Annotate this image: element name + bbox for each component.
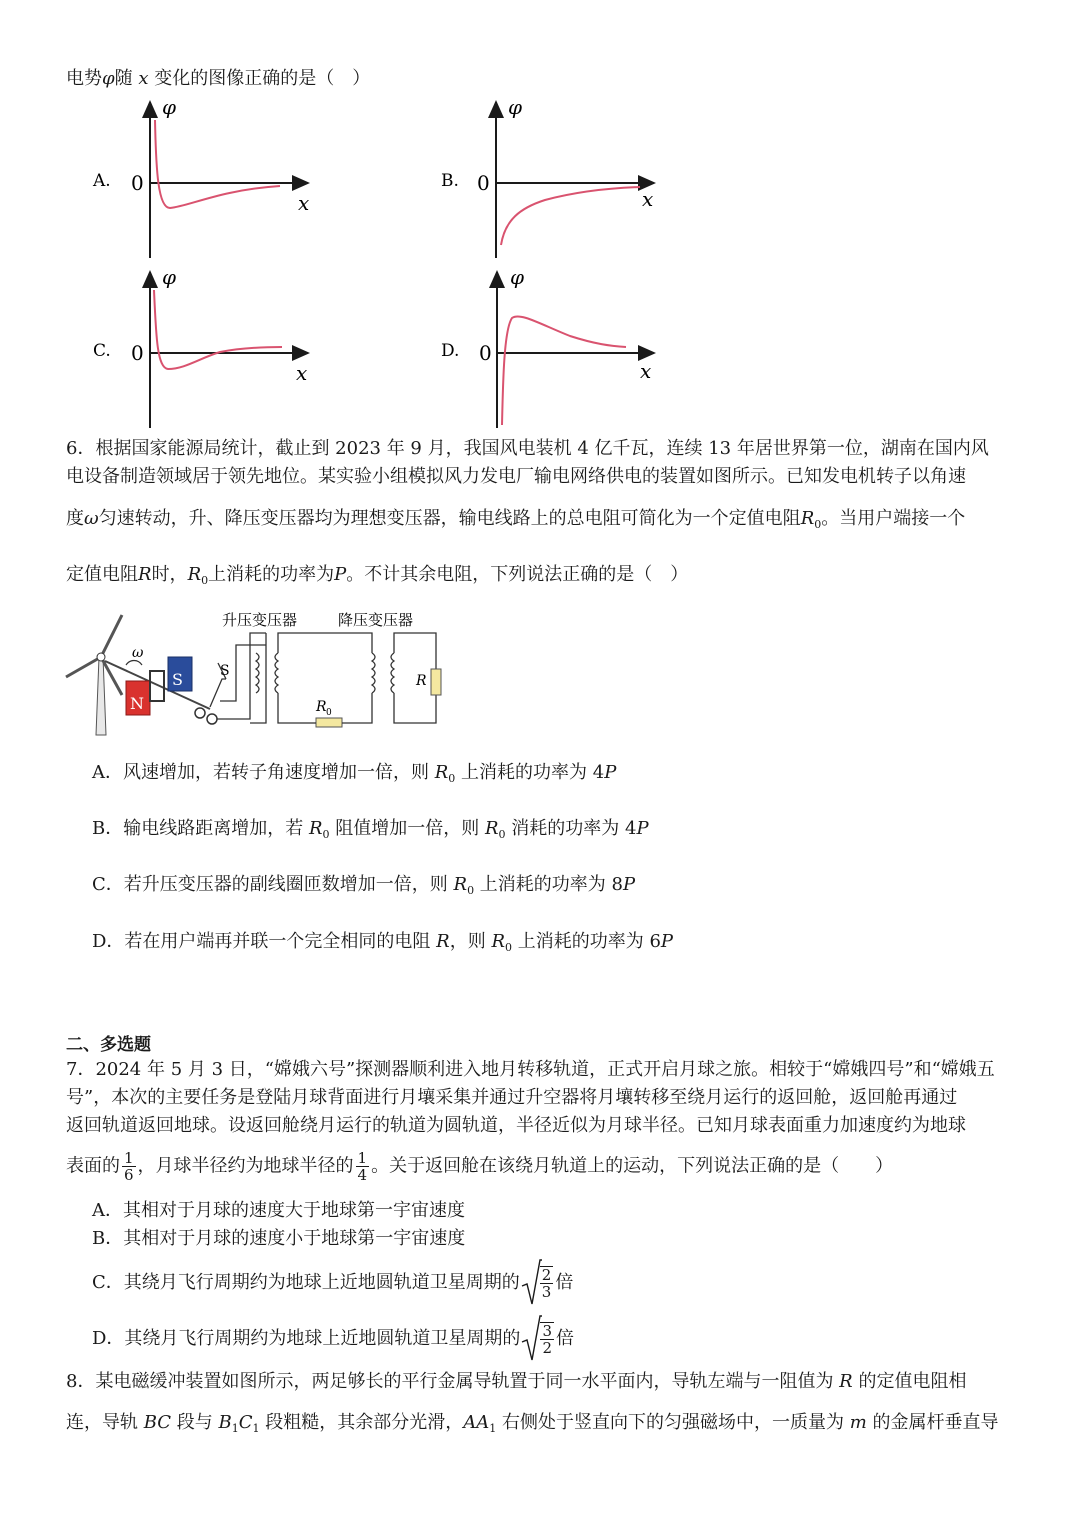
magnet-n-icon [126, 681, 150, 715]
step-up-primary-coil-icon [256, 653, 259, 693]
q7-opt-d-pre: D．其绕月飞行周期约为地球上近地圆轨道卫星周期的 [92, 1328, 521, 1349]
graph-d-curve [502, 316, 626, 425]
graph-a-curve [155, 120, 280, 208]
graph-c-x-label: x [296, 361, 308, 385]
section-heading: 二、多选题 [66, 1035, 151, 1055]
q8-aa: AA [463, 1412, 490, 1433]
q6-opt-d-post: 上消耗的功率为 6 [512, 931, 661, 952]
q7-line4 [66, 1150, 893, 1183]
q5-stem-phi: φ [102, 68, 115, 89]
q6-opt-d-pre: D．若在用户端再并联一个完全相同的电阻 [92, 931, 437, 952]
q8-line1-pre: 8．某电磁缓冲装置如图所示，两足够长的平行金属导轨置于同一水平面内，导轨左端与一阻值为 [66, 1371, 840, 1392]
q6-line3-r: R [800, 508, 815, 529]
q6-opt-d-rr: R [436, 931, 450, 952]
q7-fraction-1 [122, 1150, 136, 1183]
q6-opt-d-r: R [491, 931, 506, 952]
q6-option-b [92, 818, 649, 846]
q7-opt-c-sqrt [520, 1258, 556, 1308]
diagram-r0-sub: 0 [326, 708, 332, 718]
graph-a-label: A. [93, 171, 111, 191]
step-up-secondary-coil-icon [275, 653, 278, 693]
q6-line4-r0-sub: 0 [201, 574, 209, 587]
step-down-label: 降压变压器 [338, 611, 414, 629]
q6-line4-r: R [138, 564, 152, 585]
q6-opt-c-r: R [453, 874, 468, 895]
q8-line2-mid2: 段粗糙，其余部分光滑， [259, 1412, 464, 1433]
q6-line3-r-sub: 0 [814, 518, 822, 531]
q7-opt-d-post: 倍 [555, 1328, 574, 1349]
slip-ring-2-icon [207, 714, 217, 724]
q6-line4-post: 。不计其余电阻，下列说法正确的是（ ） [346, 564, 689, 585]
q6-opt-a-p: P [604, 762, 617, 783]
graph-a-y-label: φ [162, 95, 177, 119]
q7-line4-pre: 表面的 [66, 1155, 120, 1177]
graph-b-x-label: x [642, 187, 654, 211]
q6-opt-b-post: 阻值增加一倍，则 [329, 818, 485, 839]
q6-line4 [66, 564, 688, 592]
q8-b: B [218, 1412, 232, 1433]
q5-stem [66, 68, 370, 90]
q6-opt-b-sub2: 0 [498, 828, 506, 841]
graph-b-origin: 0 [477, 171, 490, 195]
q7-line4-mid: ，月球半径约为地球半径的 [137, 1155, 354, 1177]
graph-b-label: B. [441, 171, 459, 191]
q6-opt-b-post2: 消耗的功率为 4 [505, 818, 637, 839]
q8-line1-r: R [839, 1371, 853, 1392]
graph-a-origin: 0 [131, 171, 144, 195]
q5-stem-x: x [138, 68, 149, 89]
graph-c-y-label: φ [162, 265, 177, 289]
q5-stem-mid: 随 [114, 68, 133, 89]
q8-b1: 1 [231, 1422, 239, 1435]
q7-frac1-den: 6 [124, 1166, 134, 1184]
graph-b-y-label: φ [508, 95, 523, 119]
q7-line1: 7．2024 年 5 月 3 日，“嫦娥六号”探测器顺利进入地月转移轨道，正式开启月球之旅。相较于“嫦娥四号”和“嫦娥五 [66, 1059, 995, 1080]
q6-line4-r0: R [187, 564, 202, 585]
q6-option-d [92, 931, 673, 959]
q6-opt-d-mid: ，则 [449, 931, 492, 952]
q6-opt-b-r2: R [484, 818, 499, 839]
q6-opt-d-p: P [660, 931, 674, 952]
q8-a1: 1 [489, 1422, 497, 1435]
q5-stem-pre: 电势 [66, 68, 102, 89]
q6-opt-c-p: P [622, 874, 636, 895]
r-load-resistor-icon [431, 669, 441, 695]
q6-opt-b-r: R [308, 818, 323, 839]
q6-circuit-diagram [60, 605, 460, 745]
q6-opt-a-r: R [434, 762, 449, 783]
magnet-s-icon [168, 657, 192, 691]
q7-fraction-2 [356, 1150, 370, 1183]
q6-option-a [92, 762, 616, 790]
q8-line2-pre: 连，导轨 [66, 1412, 144, 1433]
graph-d [441, 265, 654, 428]
q6-line2: 电设备制造领域居于领先地位。某实验小组模拟风力发电厂输电网络供电的装置如图所示。已知发电机转子以角速 [66, 466, 966, 487]
q7-line2: 号”，本次的主要任务是登陆月球背面进行月壤采集并通过升空器将月壤转移至绕月运行的返回舱，返回舱再通过 [66, 1087, 958, 1108]
q7-opt-d-num: 3 [542, 1322, 552, 1340]
graph-b-curve [501, 187, 640, 245]
rotation-arrow-icon [126, 661, 142, 666]
q7-opt-c-num: 2 [541, 1266, 552, 1284]
q6-opt-c-pre: C．若升压变压器的副线圈匝数增加一倍，则 [92, 874, 454, 895]
step-up-label: 升压变压器 [222, 611, 298, 629]
graph-c [93, 265, 308, 428]
q7-opt-c-pre: C．其绕月飞行周期约为地球上近地圆轨道卫星周期的 [92, 1272, 520, 1293]
q6-line4-pre: 定值电阻 [66, 564, 138, 585]
q8-line2-mid: 段与 [171, 1412, 219, 1433]
q6-opt-c-sub: 0 [467, 884, 475, 897]
q6-opt-d-sub: 0 [505, 941, 513, 954]
q8-c: C [238, 1412, 253, 1433]
diagram-omega: ω [132, 645, 144, 661]
step-down-secondary-coil-icon [391, 653, 394, 693]
magnet-n-label: N [130, 694, 144, 713]
q6-line3 [66, 508, 965, 536]
sqrt-sign-icon [520, 1258, 542, 1308]
q7-opt-d-sqrt [520, 1314, 556, 1364]
q6-line4-p: P [334, 564, 347, 585]
q5-stem-post: 变化的图像正确的是（ ） [154, 68, 371, 89]
q6-opt-a-pre: A．风速增加，若转子角速度增加一倍，则 [92, 762, 435, 783]
q6-opt-b-pre: B．输电线路距离增加，若 [92, 818, 309, 839]
step-down-primary-coil-icon [372, 653, 375, 693]
q6-option-c [92, 874, 635, 902]
graph-d-origin: 0 [479, 341, 492, 365]
q6-line4-mid: 时， [151, 564, 188, 585]
q7-frac2-num: 1 [357, 1149, 368, 1167]
q8-line2 [66, 1412, 999, 1440]
diagram-switch: S [220, 663, 230, 679]
q6-opt-b-sub: 0 [322, 828, 330, 841]
graph-b [441, 95, 654, 258]
q7-frac2-den: 4 [357, 1166, 368, 1184]
q6-line1: 6．根据国家能源局统计，截止到 2023 年 9 月，我国风电装机 4 亿千瓦，连续 13 年居世界第一位，湖南在国内风 [66, 438, 989, 459]
q6-opt-b-p: P [636, 818, 649, 839]
magnet-s-label: S [172, 670, 183, 689]
q7-opt-c-post: 倍 [555, 1272, 574, 1293]
q7-option-c [92, 1258, 573, 1308]
graph-a [92, 95, 309, 258]
graph-d-y-label: φ [510, 265, 525, 289]
q5-graphs [0, 90, 1080, 430]
graph-c-curve [154, 290, 282, 369]
q7-opt-c-den: 3 [541, 1283, 552, 1301]
q8-line2-post: 的金属杆垂直导 [866, 1412, 999, 1433]
q6-opt-a-sub: 0 [448, 772, 456, 785]
q8-line1-post: 的定值电阻相 [852, 1371, 967, 1392]
sqrt-sign-icon [520, 1314, 542, 1364]
q8-line1 [66, 1371, 966, 1393]
q7-line4-post: 。关于返回舱在该绕月轨道上的运动，下列说法正确的是（ ） [371, 1155, 894, 1177]
q6-opt-a-post: 上消耗的功率为 4 [455, 762, 605, 783]
q7-option-a: A．其相对于月球的速度大于地球第一宇宙速度 [92, 1200, 465, 1221]
q7-opt-d-den: 2 [542, 1339, 552, 1357]
q8-c1: 1 [252, 1422, 260, 1435]
q6-omega: ω [84, 508, 99, 529]
q7-option-d [92, 1314, 574, 1364]
q7-option-b: B．其相对于月球的速度小于地球第一宇宙速度 [92, 1228, 466, 1249]
q6-line3-pre: 度 [66, 508, 84, 529]
r0-resistor-icon [316, 718, 342, 727]
q7-line3: 返回轨道返回地球。设返回舱绕月运行的轨道为圆轨道，半径近似为月球半径。已知月球表面重力加速度约为地球 [66, 1115, 966, 1136]
diagram-r0: R [316, 699, 327, 715]
q6-line3-post: 。当用户端接一个 [821, 508, 966, 529]
graph-d-label: D. [441, 341, 460, 361]
q6-line4-mid2: 上消耗的功率为 [208, 564, 335, 585]
q8-bc: BC [143, 1412, 172, 1433]
graph-a-x-label: x [298, 191, 310, 215]
graph-c-label: C. [93, 341, 111, 361]
slip-ring-1-icon [195, 708, 205, 718]
q7-frac1-num: 1 [124, 1149, 134, 1167]
graph-c-origin: 0 [131, 341, 144, 365]
q8-m: m [849, 1412, 867, 1433]
graph-d-x-label: x [640, 359, 652, 383]
q6-opt-c-post: 上消耗的功率为 8 [474, 874, 623, 895]
diagram-r-load: R [416, 673, 427, 689]
q6-line3-mid: 匀速转动，升、降压变压器均为理想变压器，输电线路上的总电阻可简化为一个定值电阻 [98, 508, 801, 529]
q8-line2-mid3: 右侧处于竖直向下的匀强磁场中，一质量为 [496, 1412, 850, 1433]
